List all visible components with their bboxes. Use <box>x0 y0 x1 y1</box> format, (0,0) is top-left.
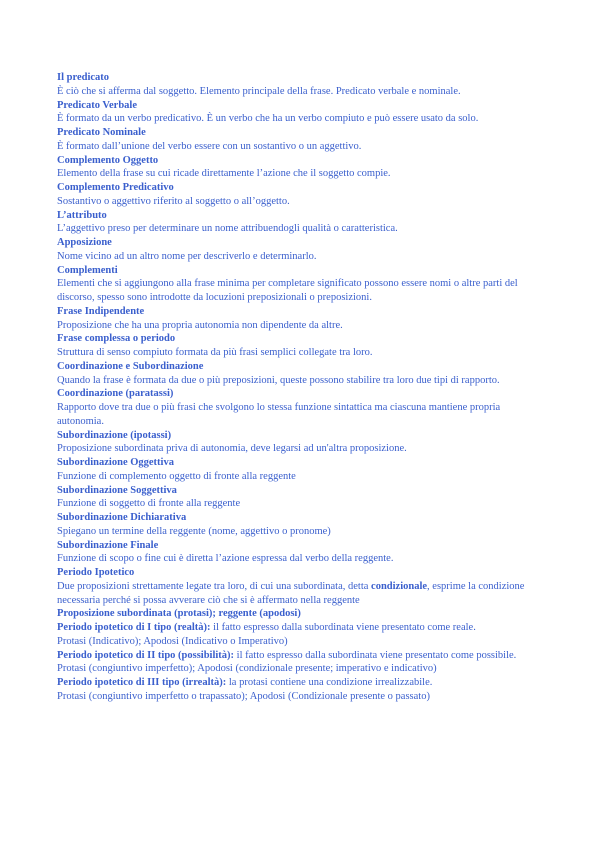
heading-subordinazione-soggettiva: Subordinazione Soggettiva <box>57 484 177 496</box>
paragraph-subordinazione-dichiarativa: Spiegano un termine della reggente (nome, aggettivo o pronome) <box>57 525 331 537</box>
heading-periodo-tipo-1: Periodo ipotetico di I tipo (realtà): <box>57 622 211 633</box>
paragraph-coordinazione-paratassi: Rapporto dove tra due o più frasi che svolgono lo stessa funzione sintattica ma ciascuna mantiene propria autonomia. <box>57 402 501 427</box>
text-periodo-tipo-3: la protasi contiene una condizione irrealizzabile. <box>226 677 433 688</box>
paragraph-predicato-verbale: È formato da un verbo predicativo. È un verbo che ha un verbo compiuto e può essere usato da solo. <box>57 113 479 125</box>
paragraph-subordinazione-ipotassi: Proposizione subordinata priva di autonomia, deve legarsi ad un'altra proposizione. <box>57 443 407 455</box>
heading-attributo: L’attributo <box>57 209 107 221</box>
heading-periodo-tipo-2: Periodo ipotetico di II tipo (possibilità): <box>57 649 235 661</box>
document-body <box>57 71 547 704</box>
text-periodo-tipo-2: il fatto espresso dalla subordinata viene presentato come possibile. Protasi (congiuntivo imperfetto); Apodosi (condizionale presente; imperativo e indicativo) <box>57 649 517 675</box>
heading-frase-complessa: Frase complessa o periodo <box>57 333 176 345</box>
heading-frase-indipendente: Frase Indipendente <box>57 305 145 317</box>
heading-coordinazione-paratassi: Coordinazione (paratassi) <box>57 388 174 400</box>
heading-apposizione: Apposizione <box>57 237 112 248</box>
paragraph-coordinazione-subordinazione: Quando la frase è formata da due o più preposizioni, queste possono stabilire tra loro due tipi di rapporto. <box>57 374 500 386</box>
paragraph-periodo-tipo-3-modi: Protasi (congiuntivo imperfetto o trapassato); Apodosi (Condizionale presente o passato) <box>57 690 430 702</box>
paragraph-attributo: L’aggettivo preso per determinare un nome attribuendogli qualità o caratteristica. <box>57 223 398 235</box>
heading-predicato: Il predicato <box>57 72 110 83</box>
heading-complementi: Complementi <box>57 264 118 276</box>
paragraph-periodo-ipotetico-part2: , esprime la condizione necessaria perché si possa avverare ciò che si è affermato nella reggente <box>57 580 525 606</box>
paragraph-subordinazione-soggettiva: Funzione di soggetto di fronte alla reggente <box>57 498 241 510</box>
heading-subordinazione-dichiarativa: Subordinazione Dichiarativa <box>57 512 187 523</box>
paragraph-periodo-tipo-2 <box>57 649 547 677</box>
paragraph-periodo-tipo-3 <box>57 676 547 690</box>
paragraph-predicato-nominale: È formato dall’unione del verbo essere con un sostantivo o un aggettivo. <box>57 140 362 152</box>
paragraph-periodo-tipo-1-modi: Protasi (Indicativo); Apodosi (Indicativo o Imperativo) <box>57 635 288 647</box>
paragraph-frase-complessa: Struttura di senso compiuto formata da più frasi semplici collegate tra loro. <box>57 347 373 358</box>
paragraph-frase-indipendente: Proposizione che ha una propria autonomia non dipendente da altre. <box>57 319 343 331</box>
heading-subordinazione-finale: Subordinazione Finale <box>57 539 159 551</box>
term-condizionale: condizionale <box>371 580 428 592</box>
paragraph-periodo-ipotetico-part1: Due proposizioni strettamente legate tra loro, di cui una subordinata, detta <box>57 580 372 592</box>
heading-subordinazione-ipotassi: Subordinazione (ipotassi) <box>57 429 172 441</box>
paragraph-periodo-tipo-1 <box>57 621 547 635</box>
heading-predicato-verbale: Predicato Verbale <box>57 99 138 111</box>
heading-complemento-predicativo: Complemento Predicativo <box>57 182 174 193</box>
paragraph-complemento-predicativo: Sostantivo o aggettivo riferito al soggetto o all’oggetto. <box>57 195 290 207</box>
heading-periodo-ipotetico: Periodo Ipotetico <box>57 567 135 578</box>
heading-complemento-oggetto: Complemento Oggetto <box>57 154 159 166</box>
heading-periodo-tipo-3: Periodo ipotetico di III tipo (irrealtà): <box>57 677 227 688</box>
heading-subordinazione-oggettiva: Subordinazione Oggettiva <box>57 457 174 468</box>
text-periodo-tipo-1: il fatto espresso dalla subordinata viene presentato come reale. <box>210 622 476 633</box>
paragraph-subordinazione-oggettiva: Funzione di complemento oggetto di fronte alla reggente <box>57 470 296 482</box>
paragraph-periodo-ipotetico <box>57 580 547 608</box>
paragraph-complemento-oggetto: Elemento della frase su cui ricade direttamente l’azione che il soggetto compie. <box>57 168 391 180</box>
paragraph-predicato: È ciò che si afferma dal soggetto. Elemento principale della frase. Predicato verbale e nominale. <box>57 85 461 97</box>
paragraph-subordinazione-finale: Funzione di scopo o fine cui è diretta l’azione espressa dal verbo della reggente. <box>57 553 394 565</box>
heading-coordinazione-subordinazione: Coordinazione e Subordinazione <box>57 360 204 372</box>
heading-predicato-nominale: Predicato Nominale <box>57 127 146 138</box>
heading-protasi-apodosi: Proposizione subordinata (protasi); reggente (apodosi) <box>57 608 301 620</box>
paragraph-complementi: Elementi che si aggiungono alla frase minima per completare significato possono essere nomi o altre parti del discorso, spesso sono introdotte da locuzioni preposizionali o preposizioni. <box>57 278 518 303</box>
paragraph-apposizione: Nome vicino ad un altro nome per descriverlo e determinarlo. <box>57 250 317 262</box>
